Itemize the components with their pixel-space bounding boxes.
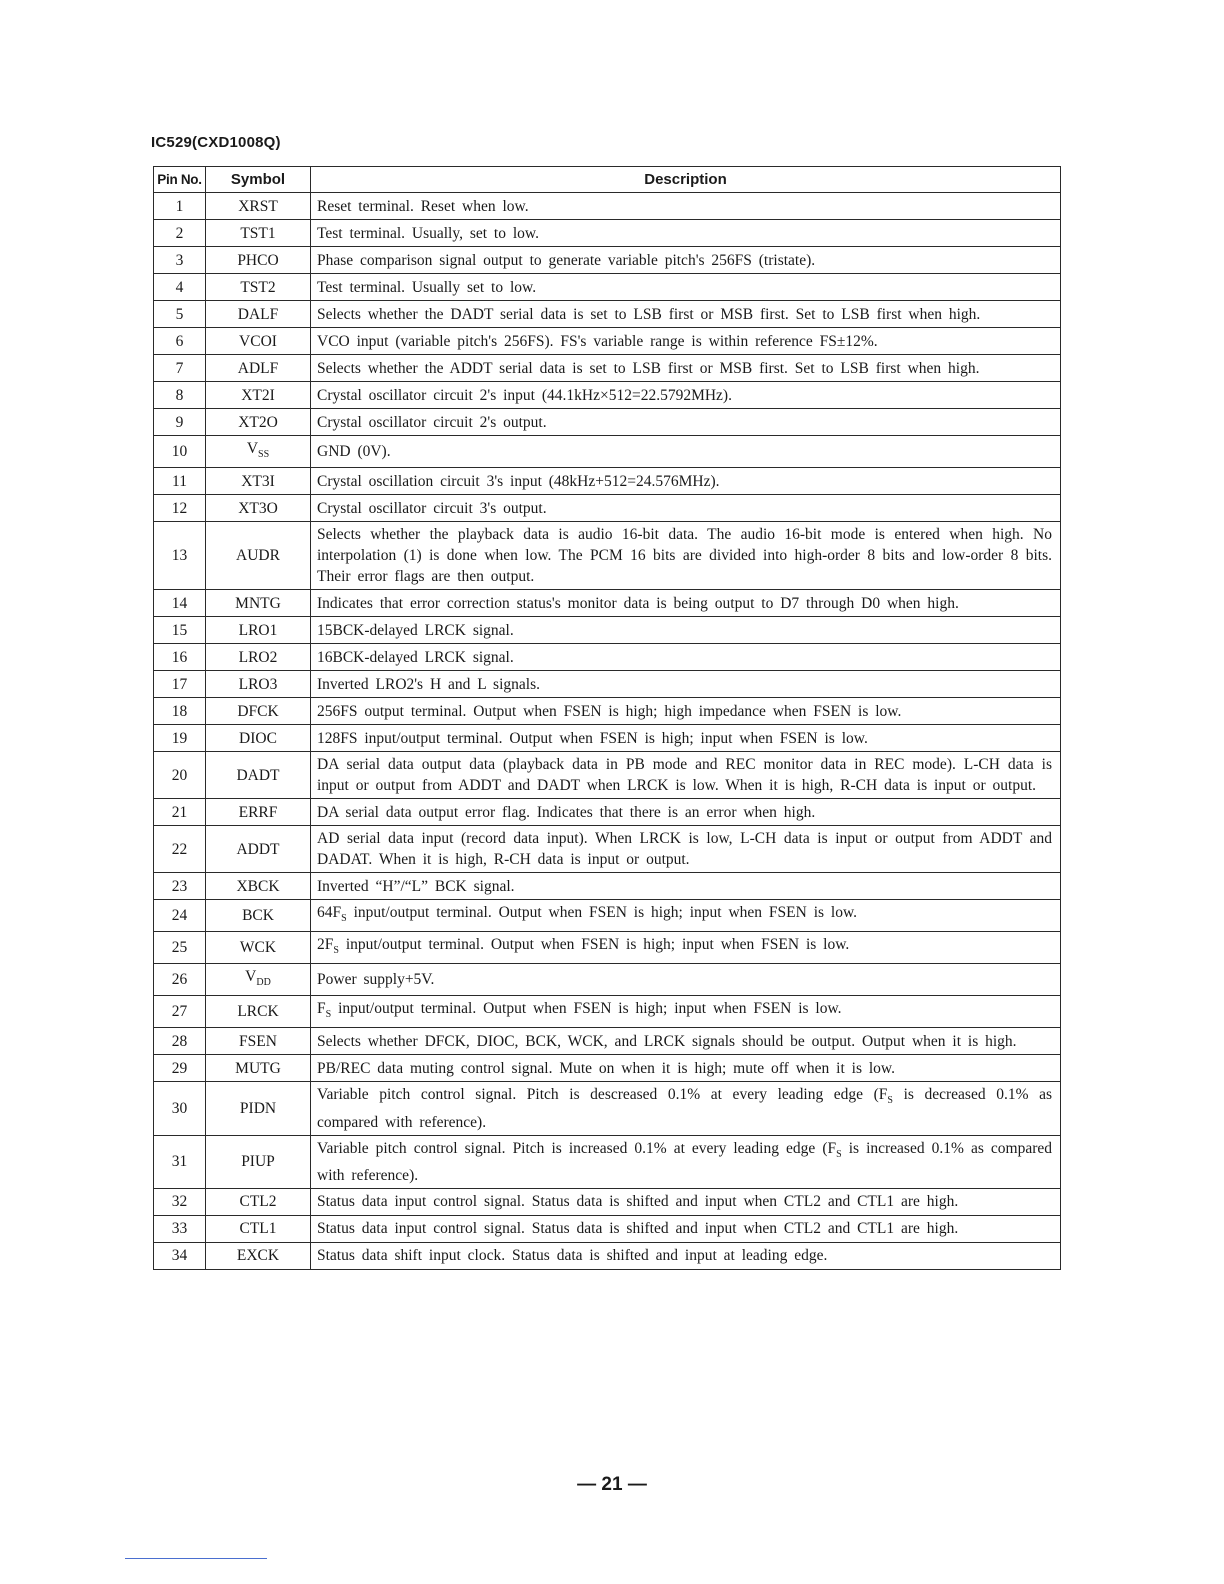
symbol-cell (206, 900, 311, 932)
column-header-pin-no: Pin No. (154, 167, 206, 193)
symbol-cell (206, 1135, 311, 1188)
pin-number-cell: 1 (154, 193, 206, 220)
pin-number-cell: 5 (154, 301, 206, 328)
description-cell (311, 1028, 1061, 1055)
pin-number-cell: 4 (154, 274, 206, 301)
description-text: is decreased 0.1% as compared with reference). (317, 1086, 1052, 1131)
description-cell (311, 799, 1061, 826)
description-text: Crystal oscillation circuit 3's input (48kHz+512=24.576MHz). (317, 472, 720, 490)
pin-description-table (153, 166, 1061, 1270)
table-row (154, 274, 1061, 301)
symbol-cell (206, 1082, 311, 1135)
pin-number-cell: 27 (154, 996, 206, 1028)
table-row (154, 996, 1061, 1028)
table-row (154, 1135, 1061, 1188)
symbol-text: DFCK (237, 702, 279, 720)
symbol-cell (206, 725, 311, 752)
description-text: VCO input (variable pitch's 256FS). FS's variable range is within reference FS±12%. (317, 332, 878, 350)
table-row (154, 799, 1061, 826)
description-cell (311, 382, 1061, 409)
pin-number-cell: 31 (154, 1135, 206, 1188)
symbol-cell (206, 495, 311, 522)
description-text-prefix: 64F (317, 904, 342, 922)
table-row (154, 873, 1061, 900)
description-text: is increased 0.1% as compared with reference). (317, 1139, 1052, 1184)
description-subscript: S (887, 1095, 893, 1107)
symbol-cell (206, 1028, 311, 1055)
symbol-cell (206, 964, 311, 996)
pin-number-cell: 29 (154, 1055, 206, 1082)
pin-number-cell: 14 (154, 590, 206, 617)
description-cell (311, 247, 1061, 274)
pin-number-cell: 8 (154, 382, 206, 409)
pin-number-cell: 25 (154, 932, 206, 964)
description-text: Power supply+5V. (317, 971, 435, 989)
table-row (154, 522, 1061, 590)
table-row (154, 964, 1061, 996)
table-row (154, 900, 1061, 932)
description-text: AD serial data input (record data input). When LRCK is low, L-CH data is input or output from ADDT and DADAT. When it is high, R-CH data is input or output. (317, 830, 1052, 869)
symbol-text: LRO3 (238, 675, 278, 693)
description-cell (311, 617, 1061, 644)
description-text: Crystal oscillator circuit 3's output. (317, 499, 547, 517)
table-row (154, 468, 1061, 495)
description-text-prefix: Variable pitch control signal. Pitch is descreased 0.1% at every leading edge (F (317, 1086, 888, 1104)
symbol-text: TST1 (240, 224, 276, 242)
symbol-text: VCOI (239, 332, 277, 350)
symbol-text: DALF (237, 305, 279, 323)
table-row (154, 355, 1061, 382)
table-row (154, 382, 1061, 409)
pin-number-cell: 24 (154, 900, 206, 932)
description-text: Inverted “H”/“L” BCK signal. (317, 877, 515, 895)
pin-number-cell: 20 (154, 752, 206, 799)
pin-number-cell: 33 (154, 1215, 206, 1242)
description-cell (311, 826, 1061, 873)
table-row (154, 1215, 1061, 1242)
table-row (154, 1082, 1061, 1135)
description-text: Status data shift input clock. Status data is shifted and input at leading edge. (317, 1247, 828, 1265)
column-header-symbol: Symbol (206, 167, 311, 193)
description-text: Crystal oscillator circuit 2's input (44.1kHz×512=22.5792MHz). (317, 386, 732, 404)
description-cell (311, 495, 1061, 522)
symbol-cell (206, 698, 311, 725)
symbol-text: DADT (236, 766, 280, 784)
description-text: input/output terminal. Output when FSEN is high; input when FSEN is low. (331, 1000, 842, 1018)
symbol-cell (206, 301, 311, 328)
symbol-text: XRST (238, 197, 278, 215)
symbol-cell (206, 644, 311, 671)
table-row (154, 644, 1061, 671)
table-row (154, 220, 1061, 247)
symbol-text: XT2I (241, 386, 275, 404)
table-row (154, 725, 1061, 752)
table-row (154, 590, 1061, 617)
symbol-text: CTL2 (239, 1193, 277, 1211)
symbol-subscript: DD (256, 977, 271, 989)
symbol-text: LRO1 (238, 621, 278, 639)
symbol-text: DIOC (239, 729, 277, 747)
symbol-text: MNTG (235, 594, 281, 612)
description-cell (311, 193, 1061, 220)
description-text: Selects whether the playback data is audio 16-bit data. The audio 16-bit mode is entered when high. No interpolation (1) is done when low. The PCM 16 bits are divided into high-order 8 bits and low-order 8 bits. Their error flags are then output. (317, 526, 1052, 586)
symbol-text: XBCK (236, 877, 280, 895)
description-text: Crystal oscillator circuit 2's output. (317, 413, 547, 431)
pin-number-cell: 32 (154, 1188, 206, 1215)
table-row (154, 436, 1061, 468)
description-subscript: S (333, 945, 339, 957)
pin-number-cell: 28 (154, 1028, 206, 1055)
symbol-cell (206, 617, 311, 644)
pin-number-cell: 2 (154, 220, 206, 247)
pin-number-cell: 22 (154, 826, 206, 873)
symbol-cell (206, 671, 311, 698)
table-row (154, 495, 1061, 522)
description-text: Reset terminal. Reset when low. (317, 197, 529, 215)
table-row (154, 826, 1061, 873)
pin-number-cell: 21 (154, 799, 206, 826)
pin-number-cell: 30 (154, 1082, 206, 1135)
symbol-cell (206, 328, 311, 355)
description-cell (311, 220, 1061, 247)
footer-rule (125, 1558, 267, 1559)
symbol-text: AUDR (236, 547, 280, 565)
symbol-cell (206, 1055, 311, 1082)
symbol-cell (206, 193, 311, 220)
pin-number-cell: 19 (154, 725, 206, 752)
pin-number-cell: 13 (154, 522, 206, 590)
table-row (154, 328, 1061, 355)
symbol-cell (206, 932, 311, 964)
document-title: IC529(CXD1008Q) (151, 134, 281, 151)
table-row (154, 1242, 1061, 1269)
symbol-text: ADDT (236, 840, 280, 858)
symbol-cell (206, 220, 311, 247)
description-cell (311, 671, 1061, 698)
description-subscript: S (836, 1148, 842, 1160)
description-text: Test terminal. Usually set to low. (317, 278, 537, 296)
description-cell (311, 698, 1061, 725)
description-cell (311, 725, 1061, 752)
symbol-text: LRCK (237, 1003, 279, 1021)
symbol-cell (206, 1242, 311, 1269)
symbol-cell (206, 826, 311, 873)
symbol-text: PIDN (239, 1100, 277, 1118)
description-text: 128FS input/output terminal. Output when FSEN is high; input when FSEN is low. (317, 729, 868, 747)
description-text: Selects whether the DADT serial data is set to LSB first or MSB first. Set to LSB first when high. (317, 305, 981, 323)
table-row (154, 752, 1061, 799)
description-cell (311, 996, 1061, 1028)
description-text: Status data input control signal. Status data is shifted and input when CTL2 and CTL1 are high. (317, 1220, 959, 1238)
description-text-prefix: F (317, 1000, 326, 1018)
description-text: input/output terminal. Output when FSEN is high; input when FSEN is low. (346, 904, 858, 922)
pin-number-cell: 9 (154, 409, 206, 436)
description-text: input/output terminal. Output when FSEN is high; input when FSEN is low. (338, 936, 850, 954)
table-row (154, 932, 1061, 964)
description-text: 256FS output terminal. Output when FSEN is high; high impedance when FSEN is low. (317, 702, 902, 720)
symbol-text: PHCO (237, 251, 279, 269)
description-cell (311, 964, 1061, 996)
symbol-cell (206, 436, 311, 468)
description-cell (311, 1082, 1061, 1135)
description-text: 15BCK-delayed LRCK signal. (317, 621, 514, 639)
symbol-cell (206, 382, 311, 409)
description-text: Status data input control signal. Status data is shifted and input when CTL2 and CTL1 are high. (317, 1193, 959, 1211)
description-text: Selects whether DFCK, DIOC, BCK, WCK, and LRCK signals should be output. Output when it is high. (317, 1032, 1017, 1050)
description-subscript: S (325, 1009, 332, 1021)
symbol-text: BCK (242, 907, 274, 925)
description-cell (311, 1215, 1061, 1242)
description-text: DA serial data output error flag. Indicates that there is an error when high. (317, 803, 816, 821)
symbol-text: XT2O (238, 413, 278, 431)
description-cell (311, 1055, 1061, 1082)
symbol-text: MUTG (235, 1059, 281, 1077)
pin-number-cell: 16 (154, 644, 206, 671)
symbol-text: ADLF (237, 359, 279, 377)
description-text: Inverted LRO2's H and L signals. (317, 675, 540, 693)
symbol-cell (206, 1188, 311, 1215)
symbol-text: EXCK (236, 1247, 280, 1265)
symbol-text: LRO2 (238, 648, 278, 666)
description-cell (311, 328, 1061, 355)
symbol-cell (206, 409, 311, 436)
symbol-cell (206, 1215, 311, 1242)
table-row (154, 1188, 1061, 1215)
pin-number-cell: 7 (154, 355, 206, 382)
page-number: — 21 — (577, 1474, 647, 1495)
description-text: GND (0V). (317, 443, 391, 461)
symbol-subscript: SS (258, 449, 270, 461)
description-cell (311, 1188, 1061, 1215)
pin-number-cell: 10 (154, 436, 206, 468)
pin-number-cell: 26 (154, 964, 206, 996)
description-cell (311, 522, 1061, 590)
symbol-text: ERRF (238, 803, 278, 821)
description-text: PB/REC data muting control signal. Mute on when it is high; mute off when it is low. (317, 1059, 895, 1077)
symbol-text: XT3O (238, 499, 278, 517)
pin-number-cell: 17 (154, 671, 206, 698)
symbol-text: V (245, 968, 257, 986)
description-text: DA serial data output data (playback data in PB mode and REC monitor data in REC mode). L-CH data is input or output from ADDT and DADT when LRCK is low. When it is high, R-CH data is input or output. (317, 756, 1052, 795)
symbol-cell (206, 873, 311, 900)
table-row (154, 247, 1061, 274)
symbol-text: XT3I (241, 472, 275, 490)
description-text: Phase comparison signal output to generate variable pitch's 256FS (tristate). (317, 251, 816, 269)
symbol-cell (206, 996, 311, 1028)
table-body (154, 193, 1061, 1270)
column-header-description: Description (311, 167, 1061, 193)
description-cell (311, 355, 1061, 382)
symbol-cell (206, 274, 311, 301)
symbol-cell (206, 752, 311, 799)
symbol-cell (206, 468, 311, 495)
description-text: Test terminal. Usually, set to low. (317, 224, 539, 242)
description-cell (311, 468, 1061, 495)
pin-number-cell: 34 (154, 1242, 206, 1269)
symbol-cell (206, 355, 311, 382)
symbol-cell (206, 247, 311, 274)
table-row (154, 698, 1061, 725)
pin-number-cell: 23 (154, 873, 206, 900)
pin-number-cell: 15 (154, 617, 206, 644)
pin-number-cell: 12 (154, 495, 206, 522)
description-cell (311, 644, 1061, 671)
table-row (154, 409, 1061, 436)
symbol-cell (206, 522, 311, 590)
table-row (154, 1055, 1061, 1082)
description-text: Indicates that error correction status's monitor data is being output to D7 through D0 when high. (317, 594, 959, 612)
table-header-row (154, 167, 1061, 193)
table-row (154, 193, 1061, 220)
description-cell (311, 1135, 1061, 1188)
symbol-cell (206, 590, 311, 617)
description-cell (311, 900, 1061, 932)
description-cell (311, 1242, 1061, 1269)
description-cell (311, 752, 1061, 799)
description-cell (311, 409, 1061, 436)
description-cell (311, 590, 1061, 617)
pin-number-cell: 18 (154, 698, 206, 725)
symbol-text: V (246, 440, 259, 457)
description-cell (311, 274, 1061, 301)
symbol-text: TST2 (240, 278, 276, 296)
description-text: 16BCK-delayed LRCK signal. (317, 648, 514, 666)
symbol-text: WCK (239, 939, 277, 957)
table-row (154, 1028, 1061, 1055)
symbol-cell (206, 799, 311, 826)
description-subscript: S (341, 913, 347, 925)
description-text: Selects whether the ADDT serial data is set to LSB first or MSB first. Set to LSB first when high. (317, 359, 980, 377)
description-cell (311, 436, 1061, 468)
pin-number-cell: 11 (154, 468, 206, 495)
description-cell (311, 932, 1061, 964)
description-text-prefix: 2F (317, 936, 334, 954)
table-row (154, 671, 1061, 698)
table-row (154, 301, 1061, 328)
description-text-prefix: Variable pitch control signal. Pitch is increased 0.1% at every leading edge (F (317, 1139, 837, 1157)
description-cell (311, 873, 1061, 900)
symbol-text: CTL1 (239, 1220, 277, 1238)
pin-number-cell: 6 (154, 328, 206, 355)
symbol-text: PIUP (241, 1153, 275, 1171)
pin-number-cell: 3 (154, 247, 206, 274)
symbol-text: FSEN (239, 1032, 277, 1050)
description-cell (311, 301, 1061, 328)
table-row (154, 617, 1061, 644)
